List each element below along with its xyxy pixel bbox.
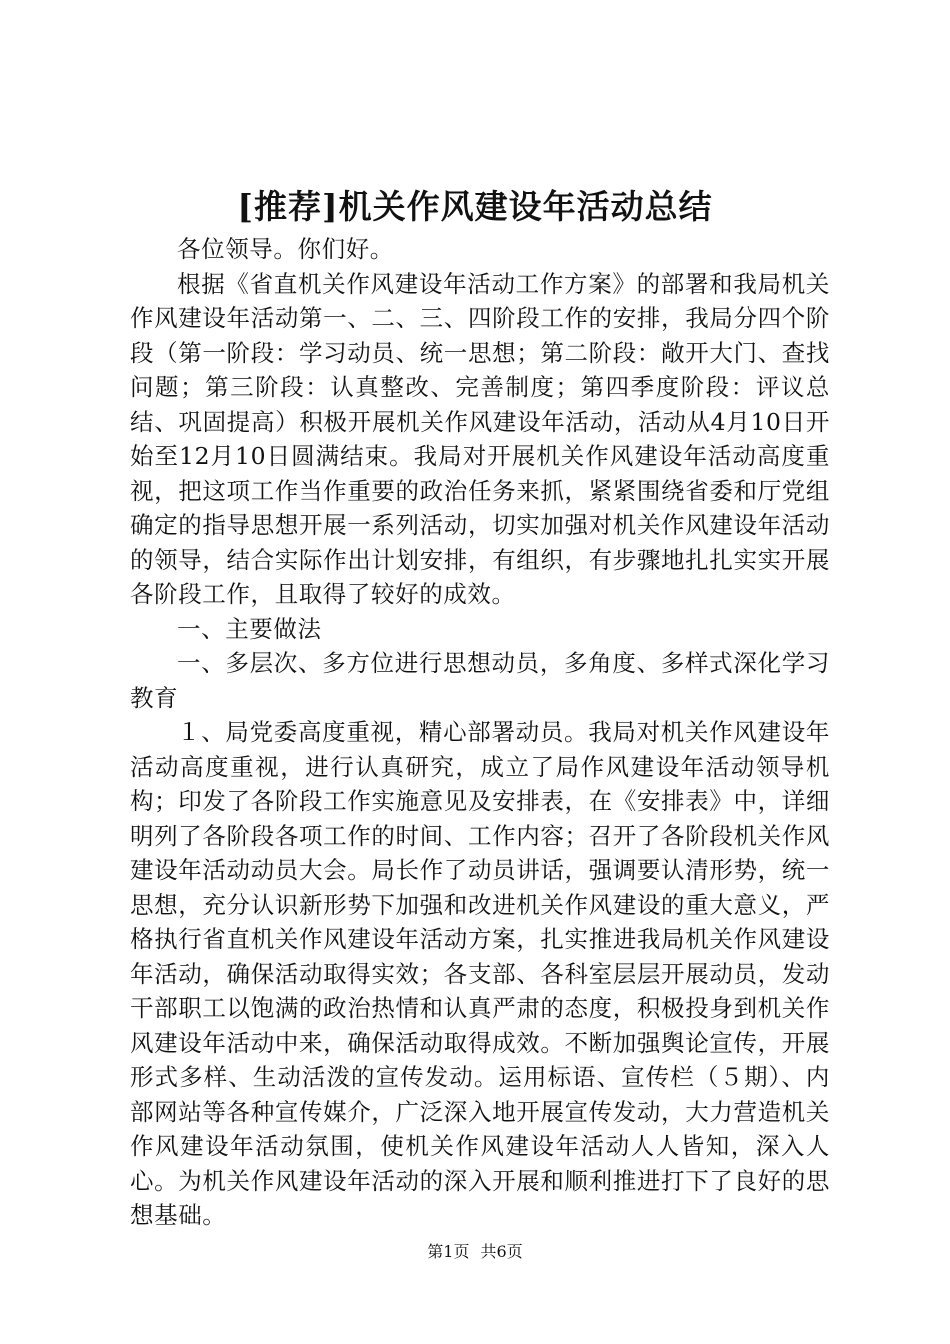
- page-total: 共6页: [480, 1242, 523, 1261]
- intro-paragraph: 根据《省直机关作风建设年活动工作方案》的部署和我局机关作风建设年活动第一、二、三、四阶段工作的安排，我局分四个阶段（第一阶段：学习动员、统一思想；第二阶段：敞开大门、查找问题；第三阶段：认真整改、完善制度；第四季度阶段：评议总结、巩固提高）积极开展机关作风建设年活动，活动从4月10日开始至12月10日圆满结束。我局对开展机关作风建设年活动高度重视，把这项工作当作重要的政治任务来抓，紧紧围绕省委和厅党组确定的指导思想开展一系列活动，切实加强对机关作风建设年活动的领导，结合实际作出计划安排，有组织，有步骤地扎扎实实开展各阶段工作，且取得了较好的成效。: [130, 269, 830, 608]
- subsection-heading: 一、多层次、多方位进行思想动员，多角度、多样式深化学习教育: [130, 649, 830, 712]
- greeting-paragraph: 各位领导。你们好。: [177, 235, 394, 263]
- document-title: [推荐]机关作风建设年活动总结: [237, 187, 713, 226]
- section-heading: 一、主要做法: [177, 614, 322, 643]
- page-footer: [0, 1242, 950, 1262]
- body-paragraph: １、局党委高度重视，精心部署动员。我局对机关作风建设年活动高度重视，进行认真研究，成立了局作风建设年活动领导机构；印发了各阶段工作实施意见及安排表，在《安排表》中，详细明列了各阶段各项工作的时间、工作内容；召开了各阶段机关作风建设年活动动员大会。局长作了动员讲话，强调要认清形势，统一思想，充分认识新形势下加强和改进机关作风建设的重大意义，严格执行省直机关作风建设年活动方案，扎实推进我局机关作风建设年活动，确保活动取得实效；各支部、各科室层层开展动员，发动干部职工以饱满的政治热情和认真严肃的态度，积极投身到机关作风建设年活动中来，确保活动取得成效。不断加强舆论宣传，开展形式多样、生动活泼的宣传发动。运用标语、宣传栏（５期）、内部网站等各种宣传媒介，广泛深入地开展宣传发动，大力营造机关作风建设年活动氛围，使机关作风建设年活动人人皆知，深入人心。为机关作风建设年活动的深入开展和顺利推进打下了良好的思想基础。: [130, 718, 830, 1229]
- page-number: 第1页: [427, 1242, 470, 1261]
- document-body: [130, 232, 830, 1233]
